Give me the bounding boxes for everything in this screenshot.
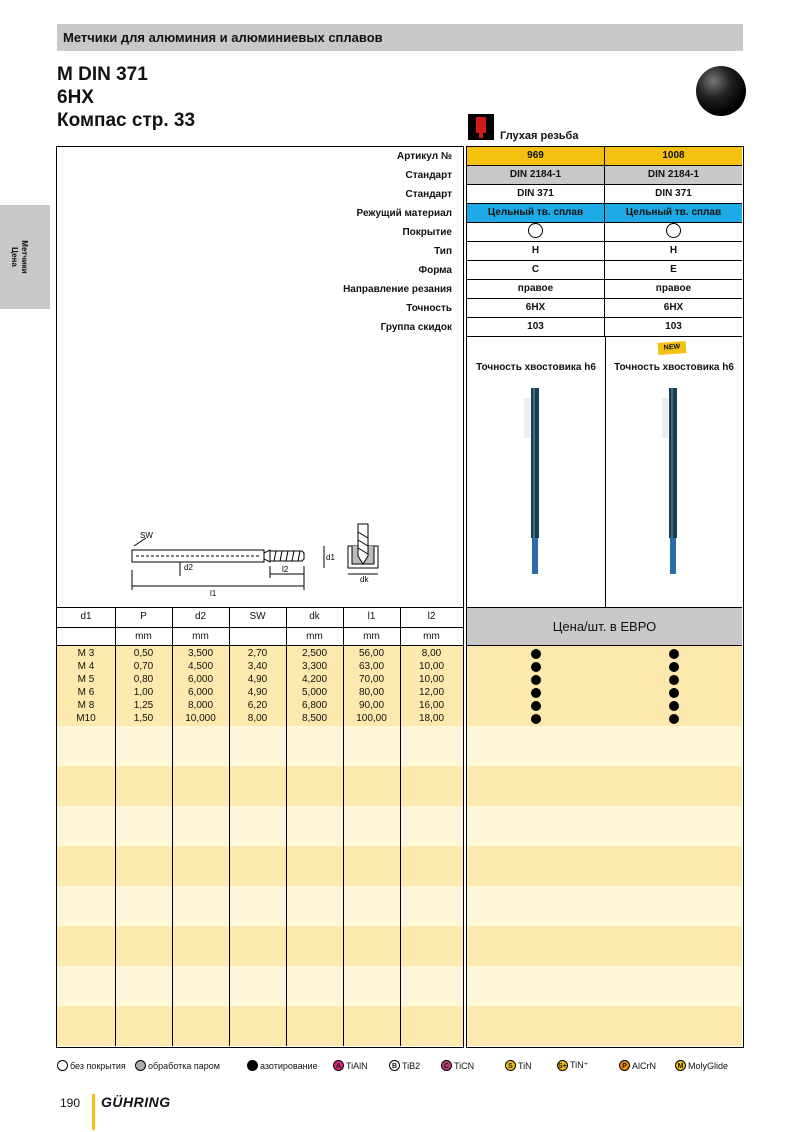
property-label: Группа скидок xyxy=(380,322,452,333)
property-value: C xyxy=(467,261,605,280)
legend-label: TiN xyxy=(518,1060,532,1071)
availability-dot[interactable] xyxy=(669,649,679,659)
availability-dot[interactable] xyxy=(531,675,541,685)
legend-label: азотирование xyxy=(260,1060,318,1071)
property-value: DIN 371 xyxy=(605,185,742,204)
price-band xyxy=(467,886,742,926)
property-value: 6HX xyxy=(605,299,742,318)
side-tab[interactable] xyxy=(0,205,50,309)
coating-icon: C xyxy=(441,1060,452,1071)
property-value: 6HX xyxy=(467,299,605,318)
table-cell: 4,500 xyxy=(187,661,214,672)
property-value xyxy=(467,223,605,242)
property-value: 1008 xyxy=(605,147,742,166)
availability-dot[interactable] xyxy=(669,688,679,698)
property-value: DIN 2184-1 xyxy=(467,166,605,185)
table-cell: 6,000 xyxy=(187,687,214,698)
dk-label: dk xyxy=(360,575,369,584)
column-unit: mm xyxy=(135,631,152,642)
price-header: Цена/шт. в ЕВРО xyxy=(467,608,742,646)
property-label: Направление резания xyxy=(343,284,452,295)
legend-label: без покрытия xyxy=(70,1060,126,1071)
side-tab-label: Метчики xyxy=(20,240,29,274)
shank-tolerance-1: Точность хвостовика h6 xyxy=(476,362,596,373)
material-ball-icon xyxy=(696,66,746,116)
table-cell: 5,000 xyxy=(301,687,328,698)
table-cell: 56,00 xyxy=(358,648,385,659)
coating-icon: B xyxy=(389,1060,400,1071)
table-cell: M 8 xyxy=(77,700,95,711)
new-badge: NEW xyxy=(658,341,687,355)
table-band xyxy=(57,806,463,846)
availability-dot[interactable] xyxy=(669,714,679,724)
table-cell: 1,50 xyxy=(133,713,154,724)
property-label: Точность xyxy=(406,303,452,314)
coating-legend xyxy=(57,1056,743,1076)
d1-label: d1 xyxy=(326,553,335,562)
table-cell: 3,500 xyxy=(187,648,214,659)
property-label: Стандарт xyxy=(405,170,452,181)
coating-icon: S+ xyxy=(557,1060,568,1071)
coating-icon: S xyxy=(505,1060,516,1071)
l2-label: l2 xyxy=(282,565,289,574)
table-cell: 70,00 xyxy=(358,674,385,685)
column-header-SW: SW xyxy=(249,611,266,622)
column-header-l2: l2 xyxy=(427,611,436,622)
table-cell: 16,00 xyxy=(418,700,445,711)
price-band xyxy=(467,966,742,1006)
price-band xyxy=(467,1006,742,1046)
table-band xyxy=(57,726,463,766)
legend-item xyxy=(333,1060,368,1071)
table-cell: 0,70 xyxy=(133,661,154,672)
page-number: 190 xyxy=(60,1096,81,1110)
table-band xyxy=(57,926,463,966)
table-cell: 12,00 xyxy=(418,687,445,698)
table-cell: 2,70 xyxy=(247,648,268,659)
table-header-rule xyxy=(57,627,463,628)
d2-label: d2 xyxy=(184,563,193,572)
legend-label: TiCN xyxy=(454,1060,475,1071)
table-top-rule xyxy=(57,607,463,608)
legend-item xyxy=(247,1060,318,1071)
availability-dot[interactable] xyxy=(531,714,541,724)
column-header-l1: l1 xyxy=(367,611,376,622)
property-value: Цельный тв. сплав xyxy=(467,204,605,223)
availability-dot[interactable] xyxy=(669,662,679,672)
legend-item xyxy=(57,1060,126,1071)
coating-icon xyxy=(247,1060,258,1071)
price-band xyxy=(467,726,742,766)
coating-icon xyxy=(57,1060,68,1071)
property-value: E xyxy=(605,261,742,280)
table-cell: 10,00 xyxy=(418,674,445,685)
property-value: 103 xyxy=(467,318,605,337)
legend-item xyxy=(441,1060,474,1071)
availability-dot[interactable] xyxy=(531,701,541,711)
price-band xyxy=(467,846,742,886)
property-value: правое xyxy=(467,280,605,299)
table-cell: M10 xyxy=(76,713,96,724)
property-value: правое xyxy=(605,280,742,299)
availability-dot[interactable] xyxy=(531,662,541,672)
price-band xyxy=(467,806,742,846)
column-header-d2: d2 xyxy=(194,611,207,622)
column-divider xyxy=(605,337,606,607)
table-cell: 90,00 xyxy=(358,700,385,711)
property-value: DIN 2184-1 xyxy=(605,166,742,185)
legend-label: AlCrN xyxy=(632,1060,656,1071)
legend-label: TiB2 xyxy=(402,1060,421,1071)
legend-item xyxy=(619,1060,656,1071)
property-value: 103 xyxy=(605,318,742,337)
blind-hole-icon xyxy=(468,114,494,140)
price-band xyxy=(467,926,742,966)
price-band xyxy=(467,766,742,806)
table-cell: M 4 xyxy=(77,661,95,672)
table-band xyxy=(57,766,463,806)
table-cell: M 3 xyxy=(77,648,95,659)
table-cell: M 5 xyxy=(77,674,95,685)
brand-accent xyxy=(92,1094,95,1130)
table-cell: 4,200 xyxy=(301,674,328,685)
l1-label: l1 xyxy=(210,589,217,598)
column-unit: mm xyxy=(423,631,440,642)
coating-icon: M xyxy=(675,1060,686,1071)
property-label: Тип xyxy=(434,246,452,257)
legend-item xyxy=(557,1060,588,1071)
table-cell: 1,25 xyxy=(133,700,154,711)
legend-label: обработка паром xyxy=(148,1060,220,1071)
table-band xyxy=(57,846,463,886)
legend-label: TiAlN xyxy=(346,1060,368,1071)
legend-item xyxy=(389,1060,420,1071)
tap-drawing xyxy=(120,520,390,602)
category-header xyxy=(57,24,743,51)
coating-icon: A xyxy=(333,1060,344,1071)
price-top-rule xyxy=(467,607,742,608)
table-cell: 2,500 xyxy=(301,648,328,659)
table-cell: 6,20 xyxy=(247,700,268,711)
column-header-P: P xyxy=(140,611,147,622)
column-unit: mm xyxy=(363,631,380,642)
table-cell: 3,40 xyxy=(247,661,268,672)
property-label: Стандарт xyxy=(405,189,452,200)
table-cell: 4,90 xyxy=(247,687,268,698)
legend-item xyxy=(675,1060,728,1071)
table-cell: 6,000 xyxy=(187,674,214,685)
column-unit: mm xyxy=(192,631,209,642)
table-cell: 8,500 xyxy=(301,713,328,724)
property-value: DIN 371 xyxy=(467,185,605,204)
coating-icon xyxy=(135,1060,146,1071)
property-value: Цельный тв. сплав xyxy=(605,204,742,223)
property-label: Артикул № xyxy=(397,151,452,162)
uncoated-icon xyxy=(666,223,681,238)
uncoated-icon xyxy=(528,223,543,238)
availability-dot[interactable] xyxy=(531,649,541,659)
availability-dot[interactable] xyxy=(669,675,679,685)
table-band xyxy=(57,886,463,926)
column-header-dk: dk xyxy=(309,611,320,622)
table-cell: 10,000 xyxy=(185,713,216,724)
tap-image-1008 xyxy=(662,388,684,578)
property-value: 969 xyxy=(467,147,605,166)
product-title: M DIN 371 xyxy=(57,64,148,85)
table-cell: 0,80 xyxy=(133,674,154,685)
sw-label: SW xyxy=(140,531,153,540)
tap-image-969 xyxy=(524,388,546,578)
brand-logo: GÜHRING xyxy=(101,1094,171,1110)
table-band xyxy=(57,1006,463,1046)
table-cell: 80,00 xyxy=(358,687,385,698)
table-unit-rule xyxy=(57,645,463,646)
property-value xyxy=(605,223,742,242)
table-cell: 4,90 xyxy=(247,674,268,685)
price-band xyxy=(467,646,742,726)
table-band xyxy=(57,966,463,1006)
category-title: Метчики для алюминия и алюминиевых сплавов xyxy=(63,30,383,45)
legend-label: MolyGlide xyxy=(688,1060,729,1071)
availability-dot[interactable] xyxy=(531,688,541,698)
table-cell: 3,300 xyxy=(301,661,328,672)
table-cell: 63,00 xyxy=(358,661,385,672)
table-cell: 8,000 xyxy=(187,700,214,711)
column-unit: mm xyxy=(306,631,323,642)
property-label: Покрытие xyxy=(402,227,452,238)
column-header-d1: d1 xyxy=(80,611,92,622)
coating-icon: P xyxy=(619,1060,630,1071)
table-cell: M 6 xyxy=(77,687,95,698)
property-label: Форма xyxy=(418,265,452,276)
table-cell: 0,50 xyxy=(133,648,154,659)
property-value: H xyxy=(467,242,605,261)
table-cell: 8,00 xyxy=(247,713,268,724)
property-label: Режущий материал xyxy=(356,208,452,219)
table-cell: 18,00 xyxy=(418,713,445,724)
legend-label: TiN⁺ xyxy=(570,1060,589,1070)
table-cell: 1,00 xyxy=(133,687,154,698)
side-tab-sublabel: Цена xyxy=(10,247,19,267)
property-value: H xyxy=(605,242,742,261)
compass-reference: Компас стр. 33 xyxy=(57,110,196,131)
table-cell: 8,00 xyxy=(421,648,442,659)
thread-type-label: Глухая резьба xyxy=(500,130,579,142)
table-cell: 6,800 xyxy=(301,700,328,711)
table-cell: 100,00 xyxy=(356,713,387,724)
legend-item xyxy=(505,1060,532,1071)
shank-tolerance-2: Точность хвостовика h6 xyxy=(614,362,734,373)
legend-item xyxy=(135,1060,220,1071)
table-cell: 10,00 xyxy=(418,661,445,672)
availability-dot[interactable] xyxy=(669,701,679,711)
tolerance-title: 6HX xyxy=(57,87,94,108)
